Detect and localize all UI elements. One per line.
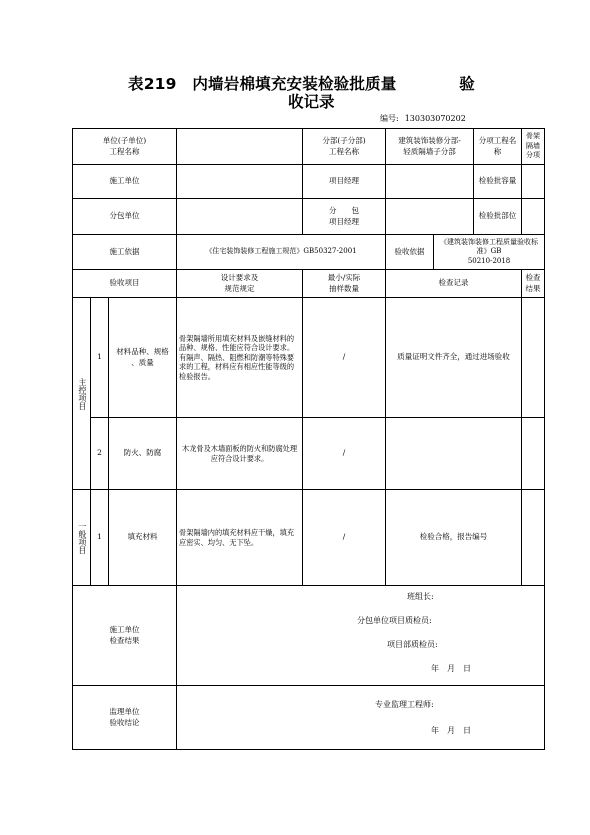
column-header-sample: 最小/实际 抽样数量 — [303, 270, 386, 298]
supervision-conclusion[interactable] — [177, 686, 545, 750]
project-manager-label: 项目经理 — [303, 165, 386, 199]
general-group: 一般项目 — [73, 490, 91, 586]
document-number-label: 编号: — [380, 114, 399, 123]
main-control-group: 主控项目 — [73, 298, 91, 490]
row-number: 2 — [91, 418, 109, 490]
construction-check-signatures[interactable] — [177, 586, 545, 686]
supervision-engineer-label: 专业监理工程师: — [375, 700, 434, 709]
subitem-name-label: 分项工程名称 — [474, 129, 522, 165]
subitem-name-value[interactable]: 骨架隔墙分项 — [522, 129, 545, 165]
row-check-result[interactable] — [522, 418, 545, 490]
project-inspector-label: 项目部质检员: — [387, 640, 438, 649]
construction-check-date: 年 月 日 — [431, 664, 472, 673]
construction-basis-value[interactable]: 《住宅装饰装修工程施工规范》GB50327-2001 — [177, 235, 386, 270]
contractor-value[interactable] — [177, 165, 303, 199]
contractor-label: 施工单位 — [73, 165, 177, 199]
supervision-label: 监理单位 验收结论 — [73, 686, 177, 750]
column-header-item: 验收项目 — [73, 270, 177, 298]
row-sample-count[interactable]: / — [303, 298, 386, 418]
division-name-value[interactable]: 建筑装饰装修分部- 轻质隔墙子分部 — [386, 129, 474, 165]
row-number: 1 — [91, 490, 109, 586]
row-number: 1 — [91, 298, 109, 418]
construction-basis-label: 施工依据 — [73, 235, 177, 270]
division-name-label: 分部(子分部) 工程名称 — [303, 129, 386, 165]
batch-capacity-value[interactable] — [522, 165, 545, 199]
sub-manager-value[interactable] — [386, 199, 474, 235]
document-number — [380, 113, 466, 124]
row-check-record[interactable] — [386, 418, 522, 490]
document-number-value: 130303070202 — [404, 114, 466, 123]
acceptance-basis-value[interactable]: 《建筑装饰装修工程质量验收标准》GB 50210-2018 — [434, 235, 545, 270]
sub-manager-label: 分 包 项目经理 — [303, 199, 386, 235]
inspection-table — [72, 128, 545, 750]
row-check-result[interactable] — [522, 298, 545, 418]
row-requirement: 骨架隔墙内的填充材料应干燥，填充应密实、均匀、无下坠。 — [177, 490, 303, 586]
batch-part-value[interactable] — [522, 199, 545, 235]
supervision-date: 年 月 日 — [431, 726, 472, 735]
unit-name-value[interactable] — [177, 129, 303, 165]
row-sample-count[interactable]: / — [303, 418, 386, 490]
column-header-requirement: 设计要求及 规范规定 — [177, 270, 303, 298]
subcontractor-value[interactable] — [177, 199, 303, 235]
unit-name-label: 单位(子单位) 工程名称 — [73, 129, 177, 165]
row-item-name: 材料品种、规格 、质量 — [109, 298, 177, 418]
column-header-record: 检查记录 — [386, 270, 522, 298]
row-sample-count[interactable]: / — [303, 490, 386, 586]
team-leader-label: 班组长: — [407, 592, 434, 601]
row-check-record[interactable]: 质量证明文件齐全，通过进场验收 — [386, 298, 522, 418]
batch-part-label: 检验批部位 — [474, 199, 522, 235]
document-title: 表219 内墙岩棉填充安装检验批质量 验 — [128, 75, 475, 93]
project-manager-value[interactable] — [386, 165, 474, 199]
column-header-result: 检查 结果 — [522, 270, 545, 298]
row-requirement: 木龙骨及木墙面板的防火和防腐处理应符合设计要求。 — [177, 418, 303, 490]
row-check-result[interactable] — [522, 490, 545, 586]
construction-check-label: 施工单位 检查结果 — [73, 586, 177, 686]
batch-capacity-label: 检验批容量 — [474, 165, 522, 199]
row-requirement: 骨架隔墙所用填充材料及嵌缝材料的品种、规格、性能应符合设计要求。有隔声、隔热、阻燃和防潮等特殊要求的工程，材料应有相应性能等级的检验报告。 — [177, 298, 303, 418]
document-title-continued: 收记录 — [288, 93, 335, 111]
sub-inspector-label: 分包单位项目质检员: — [357, 616, 432, 625]
subcontractor-label: 分包单位 — [73, 199, 177, 235]
row-check-record[interactable]: 检验合格，报告编号 — [386, 490, 522, 586]
acceptance-basis-label: 验收依据 — [386, 235, 434, 270]
row-item-name: 填充材料 — [109, 490, 177, 586]
row-item-name: 防火、防腐 — [109, 418, 177, 490]
